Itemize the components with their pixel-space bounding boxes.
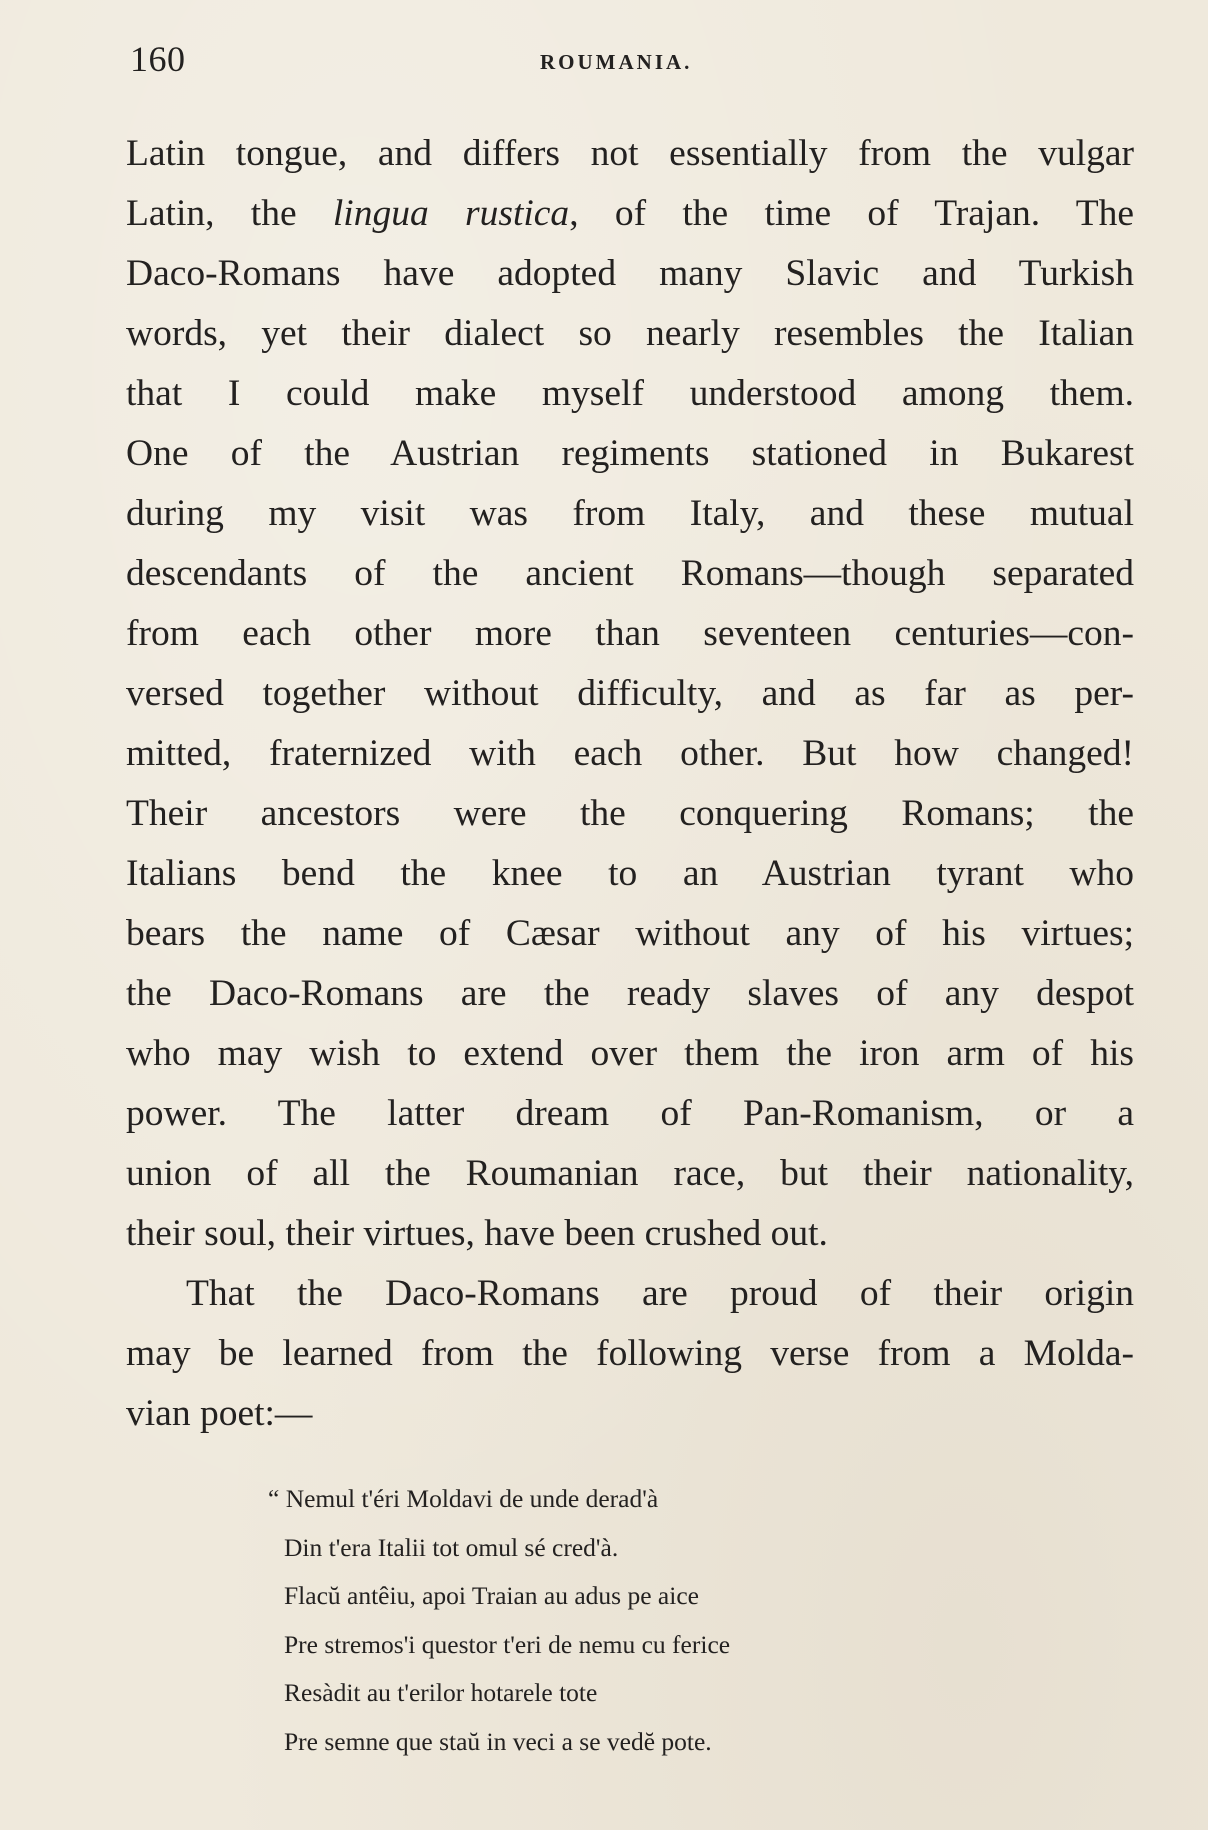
text-line: who may wish to extend over them the iron arm of his	[126, 1033, 1134, 1074]
text-fragment: Latin, the	[126, 193, 333, 234]
text-fragment: ,	[569, 193, 579, 234]
text-line	[126, 184, 1134, 244]
text-line: Latin tongue, and differs not essentially from the vulgar	[126, 133, 1134, 174]
text-line: mitted, fraternized with each other. But how changed!	[126, 733, 1134, 774]
verse-line: Flacŭ antêiu, apoi Traian au adus pe aice	[284, 1581, 699, 1610]
text-line: the Daco-Romans are the ready slaves of any despot	[126, 973, 1134, 1014]
text-line: from each other more than seventeen centuries—con-	[126, 613, 1134, 654]
verse-quotation	[268, 1475, 968, 1766]
text-line: their soul, their virtues, have been crushed out.	[126, 1213, 828, 1254]
verse-line: Din t'era Italii tot omul sé cred'à.	[284, 1532, 619, 1562]
page-number: 160	[130, 39, 186, 79]
text-line: words, yet their dialect so nearly resembles the Italian	[126, 313, 1134, 354]
text-line: union of all the Roumanian race, but their nationality,	[126, 1153, 1134, 1194]
text-line: That the Daco-Romans are proud of their origin	[186, 1273, 1134, 1314]
text-line: descendants of the ancient Romans—though separated	[126, 553, 1134, 594]
text-line: Daco-Romans have adopted many Slavic and Turkish	[126, 253, 1134, 294]
verse-line: “ Nemul t'éri Moldavi de unde derad'à	[268, 1484, 659, 1513]
verse-line: Pre semne que staŭ in veci a se vedĕ pote.	[284, 1726, 712, 1756]
italic-phrase: lingua rustica	[332, 193, 570, 234]
text-line: bears the name of Cæsar without any of his virtues;	[126, 913, 1134, 954]
text-line: Their ancestors were the conquering Romans; the	[126, 793, 1134, 834]
text-line: Italians bend the knee to an Austrian tyrant who	[126, 853, 1134, 894]
text-fragment: of the time of Trajan. The	[614, 193, 1135, 234]
verse-line: Resàdit au t'erilor hotarele tote	[284, 1678, 598, 1707]
verse-line: Pre stremos'i questor t'eri de nemu cu ferice	[284, 1629, 731, 1659]
text-line: One of the Austrian regiments stationed in Bukarest	[126, 433, 1134, 474]
text-line: vian poet:—	[126, 1393, 313, 1434]
text-line: during my visit was from Italy, and these mutual	[126, 493, 1134, 534]
text-line: power. The latter dream of Pan-Romanism, or a	[126, 1093, 1134, 1134]
text-line: may be learned from the following verse from a Molda-	[126, 1333, 1134, 1374]
text-line: versed together without difficulty, and as far as per-	[126, 673, 1134, 714]
running-head	[130, 38, 1130, 78]
running-title: ROUMANIA.	[540, 50, 693, 74]
text-line: that I could make myself understood among them.	[126, 373, 1134, 414]
body-text	[126, 124, 1134, 1444]
